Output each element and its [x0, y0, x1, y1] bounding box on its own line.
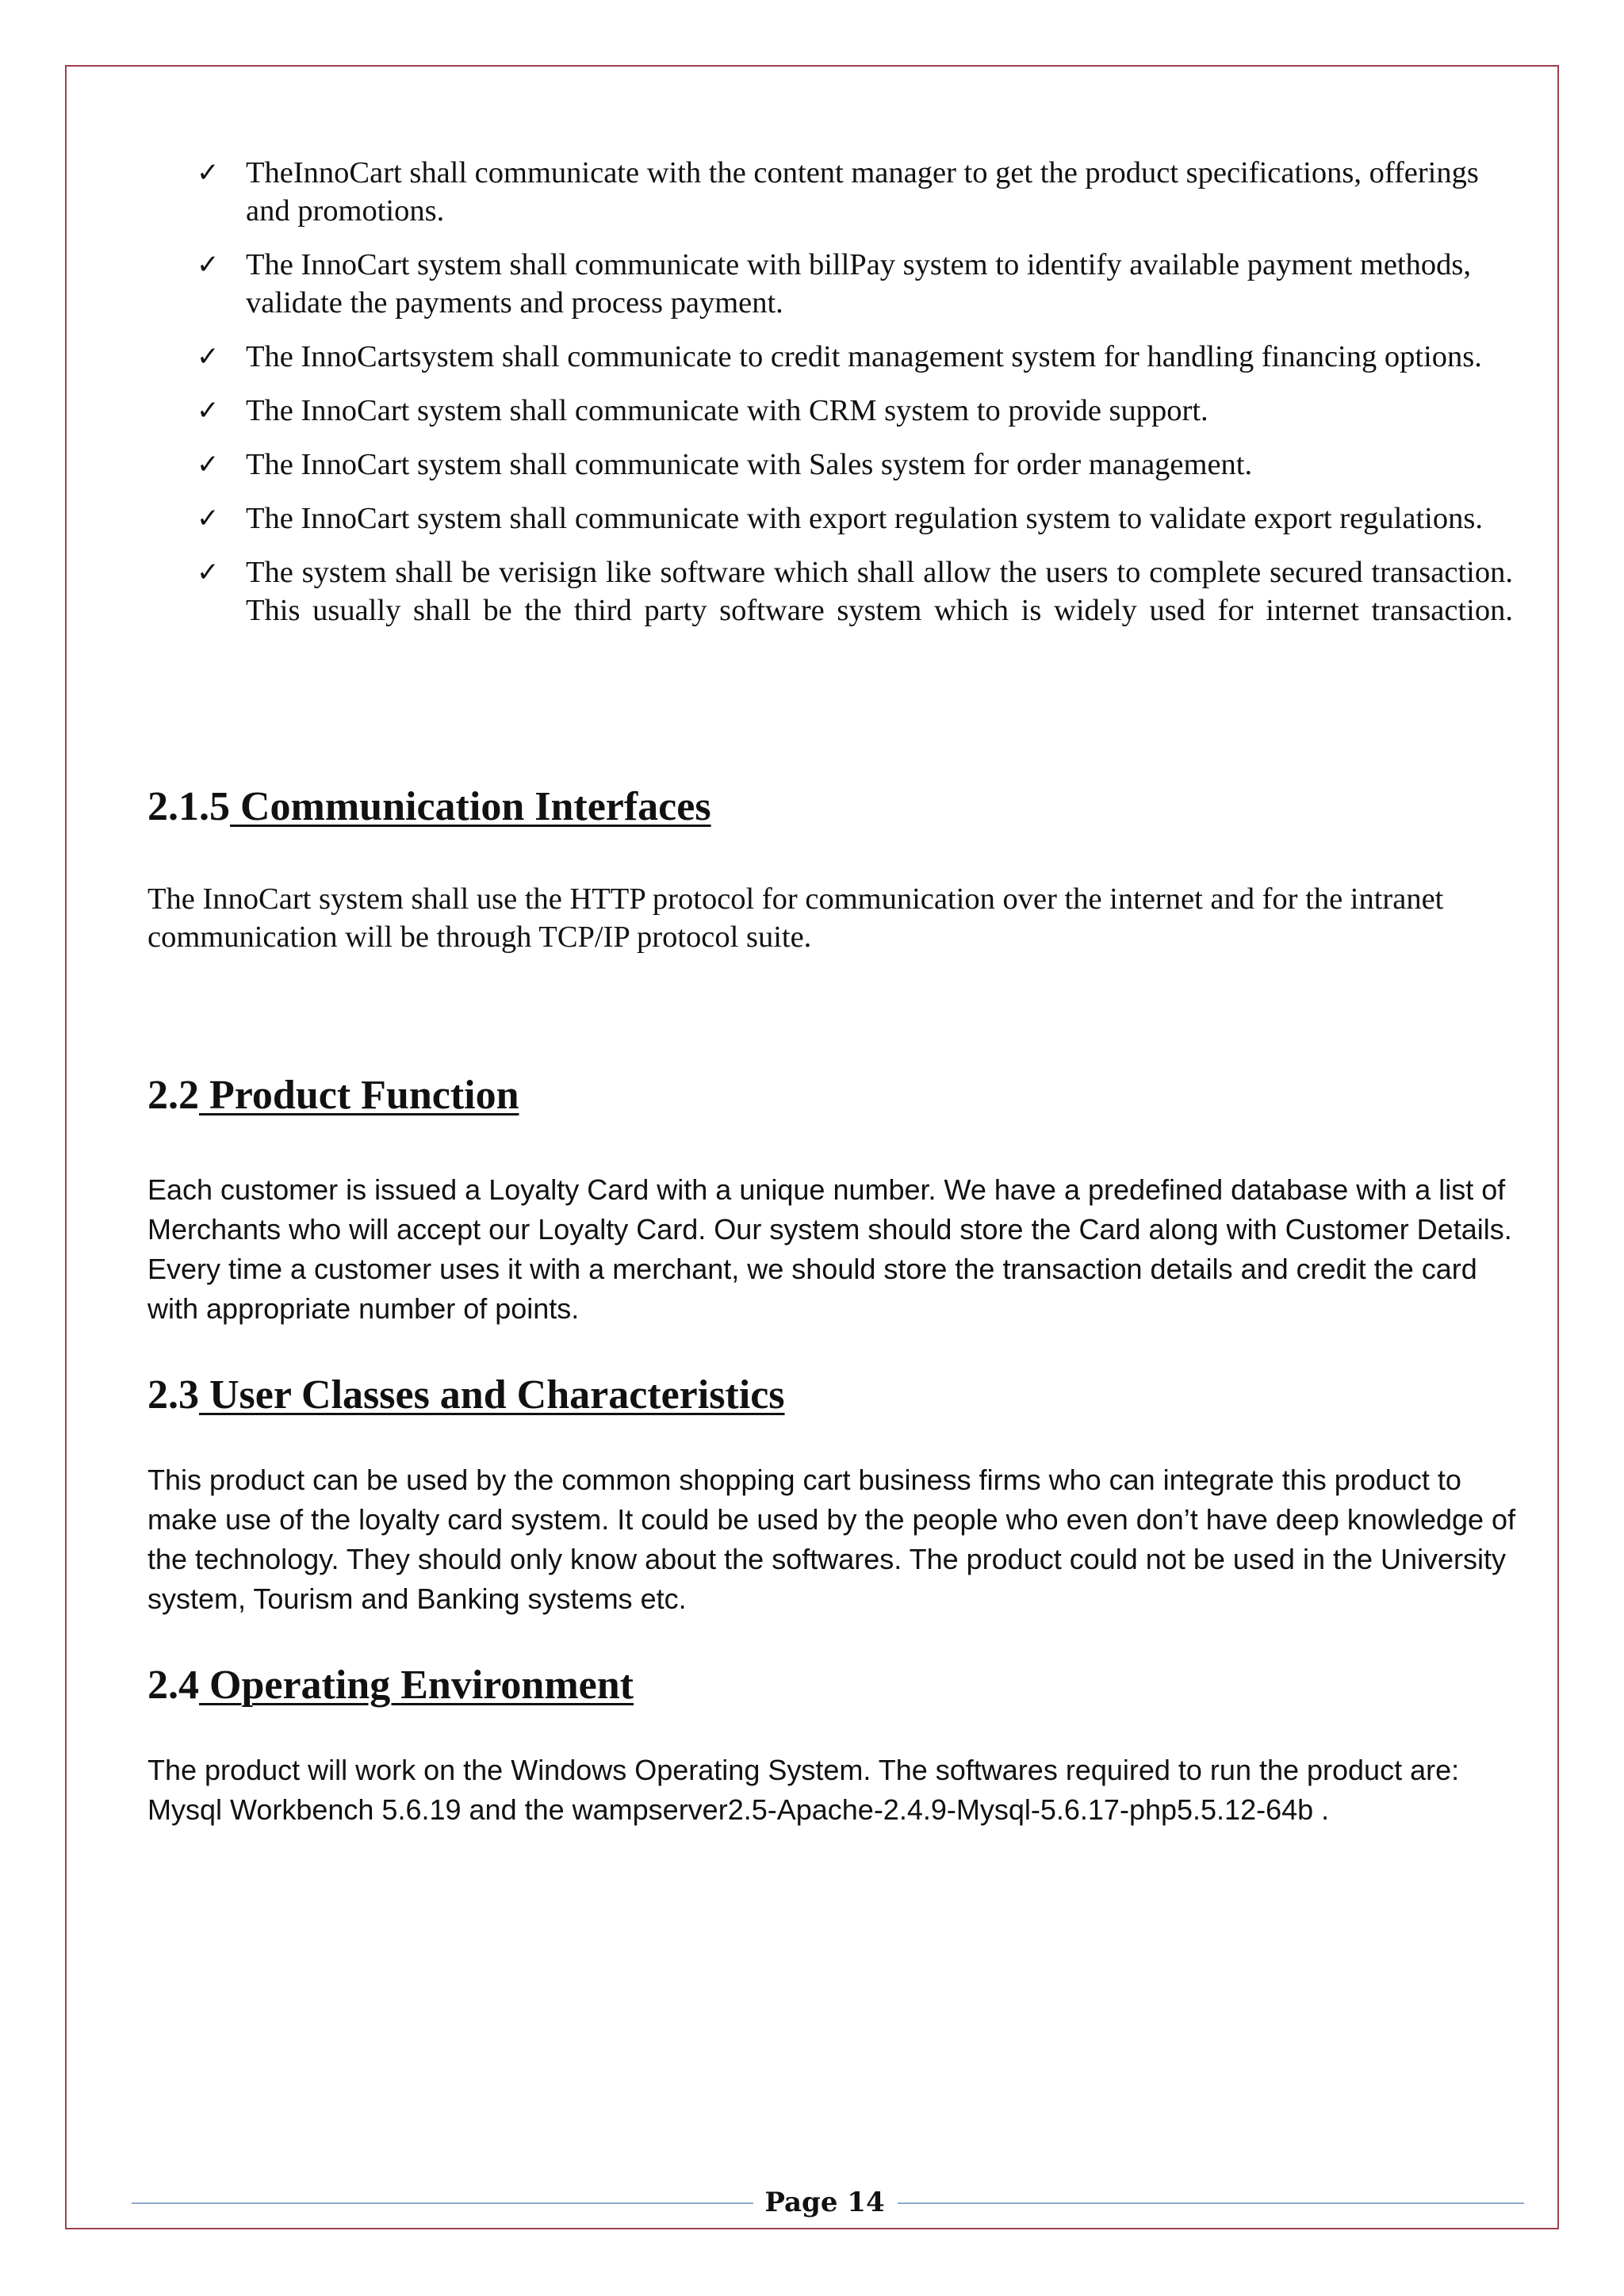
list-item-text: The system shall be verisign like software which shall allow the users to complete secured transaction. This usually shall be the third party software system which is widely used for internet transaction.	[246, 556, 1513, 627]
list-item	[197, 553, 1513, 629]
section-number: 2.4	[147, 1663, 199, 1708]
checkmark-icon: ✓	[197, 449, 220, 480]
list-item-text: The InnoCartsystem shall communicate to credit management system for handling financing options.	[246, 340, 1482, 373]
checkmark-icon: ✓	[197, 395, 220, 427]
checkmark-icon: ✓	[197, 157, 220, 189]
section-heading-user-classes	[147, 1370, 785, 1421]
checkmark-icon: ✓	[197, 249, 220, 281]
list-item	[197, 499, 1513, 538]
list-item-text: The InnoCart system shall communicate with export regulation system to validate export regulations.	[246, 502, 1483, 535]
section-heading-product-function	[147, 1070, 519, 1121]
section-heading-communication-interfaces	[147, 782, 711, 832]
section-title: Product Function	[199, 1073, 519, 1118]
list-item-text: The InnoCart system shall communicate with CRM system to provide support.	[246, 394, 1208, 427]
list-item	[197, 154, 1513, 230]
footer-rule-right	[898, 2202, 1524, 2204]
footer-rule-left	[132, 2202, 753, 2204]
section-number: 2.1.5	[147, 784, 230, 829]
user-classes-paragraph: This product can be used by the common shopping cart business firms who can integrate this product to make use of the loyalty card system. It could be used by the people who even don’t have deep knowledge of the technology. They should only know about the softwares. The product could not be used in the University system, Tourism and Banking systems etc.	[147, 1464, 1516, 1615]
interface-bullet-list	[197, 154, 1513, 645]
list-item	[197, 246, 1513, 322]
operating-environment-paragraph: The product will work on the Windows Operating System. The softwares required to run the product are: Mysql Workbench 5.6.19 and the wampserver2.5-Apache-2.4.9-Mysql-5.6.17-php5.5.12-64b .	[147, 1754, 1460, 1826]
list-item-text: The InnoCart system shall communicate with billPay system to identify available payment methods, validate the payments and process payment.	[246, 248, 1472, 320]
list-item-text: The InnoCart system shall communicate with Sales system for order management.	[246, 448, 1253, 481]
list-item-text: TheInnoCart shall communicate with the content manager to get the product specifications, offerings and promotions.	[246, 156, 1479, 228]
page-number: Page 14	[764, 2187, 885, 2218]
section-number: 2.3	[147, 1372, 199, 1418]
communication-interfaces-paragraph: The InnoCart system shall use the HTTP protocol for communication over the internet and for the intranet communication will be through TCP/IP protocol suite.	[147, 882, 1444, 954]
list-item	[197, 392, 1513, 430]
checkmark-icon: ✓	[197, 341, 220, 373]
checkmark-icon: ✓	[197, 557, 220, 588]
section-heading-operating-environment	[147, 1660, 634, 1711]
section-title: User Classes and Characteristics	[199, 1372, 785, 1418]
checkmark-icon: ✓	[197, 503, 220, 534]
list-item	[197, 338, 1513, 376]
product-function-paragraph: Each customer is issued a Loyalty Card with a unique number. We have a predefined database with a list of Merchants who will accept our Loyalty Card. Our system should store the Card along with Customer Details. Every time a customer uses it with a merchant, we should store the transaction details and credit the card with appropriate number of points.	[147, 1173, 1512, 1325]
section-number: 2.2	[147, 1073, 199, 1118]
list-item	[197, 446, 1513, 484]
section-title: Operating Environment	[199, 1663, 634, 1708]
section-title: Communication Interfaces	[230, 784, 711, 829]
